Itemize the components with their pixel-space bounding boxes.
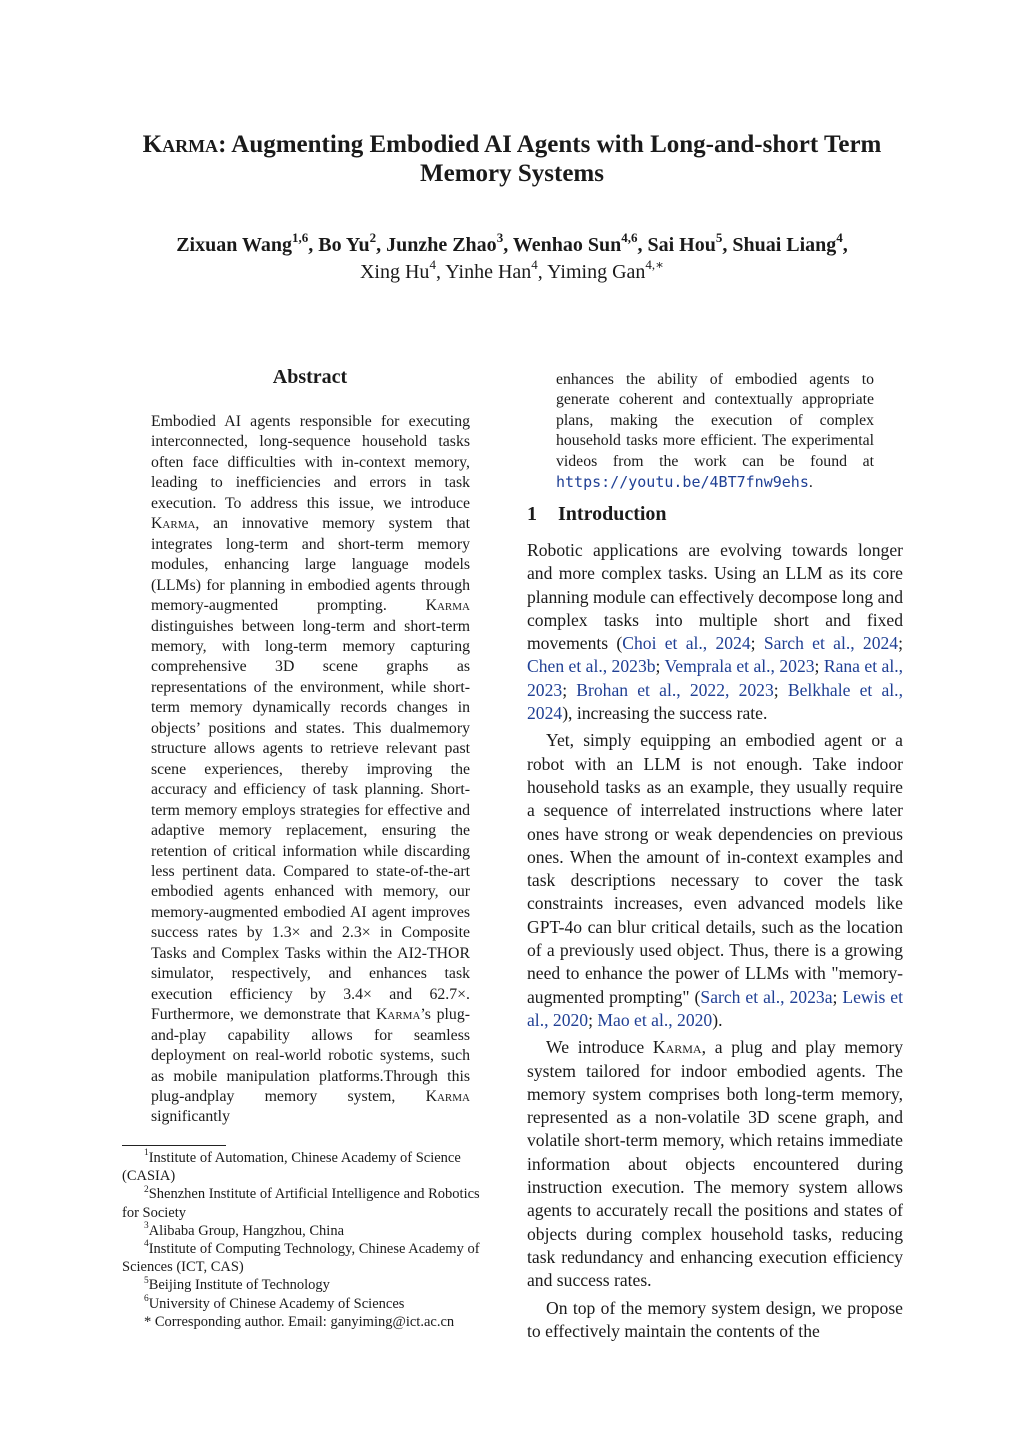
citation-link[interactable]: Belkhale et al., 2024 [527, 679, 903, 724]
system-name: Karma [425, 597, 470, 615]
citation-separator: ; [588, 1009, 598, 1030]
citation-link[interactable]: Sarch et al., 2023a [700, 986, 833, 1007]
footnote [122, 1276, 498, 1294]
paragraph-text: We introduce [546, 1037, 653, 1058]
footnote-text: Institute of Automation, Chinese Academy of Science (CASIA) [122, 1150, 461, 1185]
author-name: Sai Hou [647, 234, 716, 256]
citation-link[interactable]: Mao et al., 2020 [597, 1009, 713, 1030]
author-affiliation: 2 [369, 230, 377, 246]
author-list [80, 232, 944, 286]
footnote-mark: 1 [144, 1148, 149, 1159]
author-separator: , [842, 234, 848, 256]
paragraph-text: ), increasing the success rate. [562, 703, 768, 724]
author-name: Yiming Gan [547, 261, 646, 283]
author-separator: , [537, 261, 548, 283]
footnote-text: Institute of Computing Technology, Chinese Academy of Sciences (ICT, CAS) [122, 1241, 480, 1276]
title-line-1 [80, 130, 944, 159]
author-affiliation: 4 [836, 230, 843, 246]
author-affiliation: 4 [531, 257, 538, 273]
author-affiliation: 5 [715, 230, 723, 246]
citation-separator: ; [655, 656, 665, 677]
citation-link[interactable]: Choi et al., 2024 [622, 633, 751, 654]
intro-paragraph-4: On top of the memory system design, we propose to effectively maintain the contents of the [527, 1297, 903, 1341]
citation-link[interactable]: Brohan et al., 2022, 2023 [576, 679, 774, 700]
citation-separator: ; [832, 986, 843, 1007]
author-row-1 [80, 232, 944, 259]
footnote-rule [122, 1145, 226, 1146]
author-separator: , [637, 234, 648, 256]
author-name: Bo Yu [318, 234, 370, 256]
citation-link[interactable]: Lewis et al., 2020 [527, 986, 903, 1030]
citation-link[interactable]: Vemprala et al., 2023 [664, 656, 815, 677]
author-name: Zixuan Wang [176, 234, 293, 256]
footnote [122, 1149, 498, 1185]
author-affiliation: 4,∗ [645, 257, 664, 273]
abstract-text: significantly [151, 1108, 230, 1126]
abstract-text: ’s plug-and-play capability allows for seamless deployment on real-world robotic systems, such as mobile manipulation platforms.Through this plug-andplay memory system, [151, 1006, 470, 1105]
citation-separator: ; [814, 656, 824, 677]
author-separator: , [503, 234, 513, 256]
section-heading [527, 503, 667, 526]
author-name: Wenhao Sun [512, 234, 622, 256]
footnote-text: Beijing Institute of Technology [148, 1277, 330, 1294]
intro-paragraph-2 [527, 729, 903, 1032]
abstract-heading: Abstract [272, 366, 348, 388]
author-affiliation: 1,6 [292, 230, 309, 246]
author-name: Xing Hu [359, 261, 430, 283]
paragraph-text: Robotic applications are evolving towards longer and more complex tasks. Using an LLM as its core planning module can effectively decompose long and complex tasks into multiple short and fixed movements ( [527, 540, 903, 654]
footnote-text: Shenzhen Institute of Artificial Intelligence and Robotics for Society [122, 1186, 480, 1221]
system-name: Karma [375, 1006, 421, 1024]
abstract-text: enhances the ability of embodied agents to generate coherent and contextually appropriate plans, making the execution of complex household tasks more efficient. The experimental videos from the work can be found at [556, 371, 874, 470]
system-name: Karma [425, 1087, 470, 1105]
intro-paragraph-1 [527, 539, 903, 725]
footnote-mark: 5 [144, 1275, 149, 1286]
author-separator: , [376, 234, 387, 256]
footnote [122, 1185, 498, 1221]
author-affiliation: 3 [496, 230, 504, 246]
title-line-1-rest: : Augmenting Embodied AI Agents with Long-and-short Term [218, 131, 882, 158]
abstract-text: , an innovative memory system that integrates long-term and short-term memory modules, enhancing large language models (LLMs) for planning in embodied agents through memory-augmented prompting. [151, 515, 470, 615]
citation-separator: ; [773, 679, 788, 700]
citation-link[interactable]: Chen et al., 2023b [527, 656, 656, 677]
citation-separator: ; [750, 633, 764, 654]
author-name: Yinhe Han [445, 261, 532, 283]
paragraph-text: , a plug and play memory system tailored for indoor embodied agents. The memory system comprises both long-term memory, represented as a non-volatile 3D scene graph, and volatile short-term memory, which retains immediate information about objects encountered during instruction execution. The memory system allows agents to accurately recall the positions and states of objects during complex household tasks, reducing task redundancy and enhancing execution efficiency and success rates. [527, 1037, 903, 1291]
introduction-body [527, 539, 903, 1347]
citation-separator: ; [898, 633, 903, 654]
intro-paragraph-3 [527, 1036, 903, 1292]
abstract-continuation [556, 370, 874, 494]
citation-link[interactable]: Rana et al., 2023 [527, 656, 904, 700]
footnote-mark: 3 [144, 1221, 149, 1232]
footnote-text: * Corresponding author. Email: ganyiming@ict.ac.cn [144, 1313, 455, 1330]
author-separator: , [308, 234, 319, 256]
author-affiliation: 4,6 [621, 230, 638, 246]
paragraph-text: Yet, simply equipping an embodied agent or a robot with an LLM is not enough. Take indoor household tasks as an example, they usually require a sequence of interrelated instructions where later ones have strong or weak dependencies on previous ones. When the amount of in-context examples and task descriptions necessary to cover the task constraints increases, even advanced models like GPT-4o can blur critical details, such as the location of a previously used object. Thus, there is a growing need to enhance the power of LLMs with "memory-augmented prompting" ( [527, 730, 903, 1007]
section-title: Introduction [558, 503, 667, 525]
title-system-name: Karma [142, 131, 219, 158]
abstract-text: distinguishes between long-term and short-term memory, with long-term memory capturing comprehensive 3D scene graphs as representations of the environment, while shortterm memory dynamically records changes in objects’ positions and states. This dualmemory structure allows agents to retrieve relevant past scene experiences, thereby improving the accuracy and efficiency of task planning. Short-term memory employs strategies for effective and adaptive memory replacement, ensuring the retention of critical information while discarding less pertinent data. Compared to state-of-the-art embodied agents enhanced with memory, our memory-augmented embodied AI agent improves success rates by 1.3× and 2.3× in Composite Tasks and Complex Tasks within the AI2-THOR simulator, respectively, and enhances task execution efficiency by 3.4× and 62.7×. Furthermore, we demonstrate that [151, 617, 470, 1024]
system-name: Karma [652, 1037, 702, 1058]
system-name: Karma [151, 515, 196, 533]
author-row-2 [80, 259, 944, 286]
author-name: Junzhe Zhao [386, 234, 497, 256]
abstract-body [151, 412, 470, 1128]
paper-title [80, 130, 944, 188]
footnote-mark: 4 [144, 1239, 149, 1250]
abstract-text: Embodied AI agents responsible for executing interconnected, long-sequence household tasks often face difficulties with in-context memory, leading to inefficiencies and errors in task execution. To address this issue, we introduce [151, 413, 470, 512]
footnote [122, 1222, 498, 1240]
author-separator: , [722, 234, 733, 256]
author-separator: , [435, 261, 446, 283]
footnote-mark: 6 [144, 1293, 149, 1304]
footnotes [122, 1149, 498, 1331]
paragraph-text: ). [712, 1009, 723, 1030]
footnote [122, 1295, 498, 1313]
footnote-text: University of Chinese Academy of Sciences [148, 1295, 405, 1312]
section-number: 1 [527, 503, 537, 525]
footnote-mark: 2 [144, 1184, 149, 1195]
video-link[interactable]: https://youtu.be/4BT7fnw9ehs [556, 473, 809, 492]
citation-link[interactable]: Sarch et al., 2024 [763, 633, 899, 654]
citation-separator: ; [562, 679, 577, 700]
abstract-end: . [808, 474, 813, 492]
author-affiliation: 4 [429, 257, 436, 273]
author-name: Shuai Liang [732, 234, 837, 256]
title-line-2: Memory Systems [420, 160, 604, 187]
footnote-text: Alibaba Group, Hangzhou, China [148, 1222, 345, 1239]
footnote [122, 1313, 498, 1331]
footnote [122, 1240, 498, 1276]
